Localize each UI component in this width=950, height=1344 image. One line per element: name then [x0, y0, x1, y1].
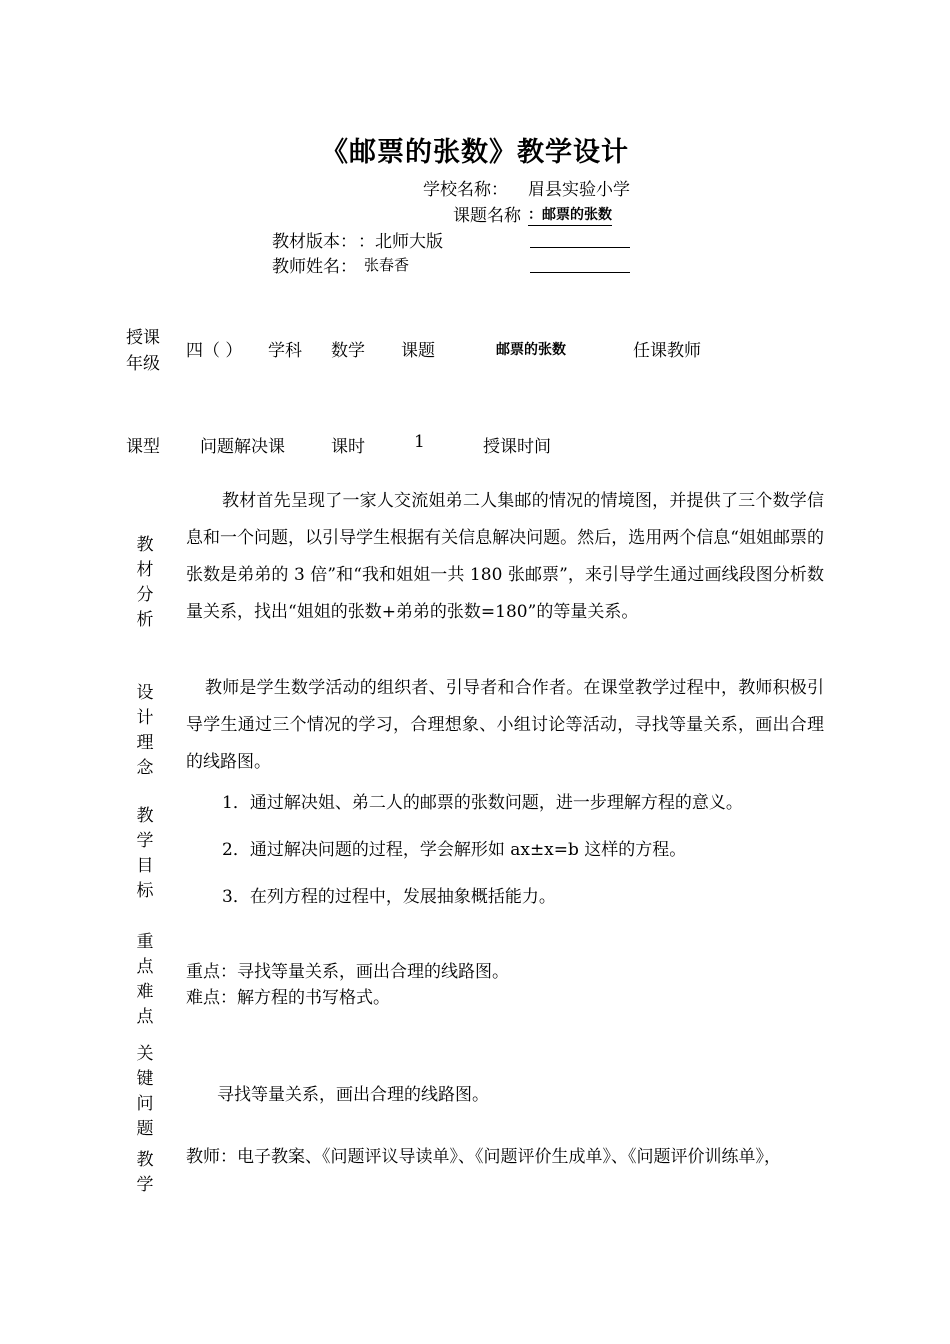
key-question-label: 关 键 问 题 [136, 1044, 154, 1139]
grade-label-2: 年级 [126, 354, 160, 374]
school-label: 学校名称： [423, 180, 508, 200]
hours-value: 1 [414, 432, 425, 452]
teacher-underline [530, 272, 630, 273]
edition-label: 教材版本： [272, 232, 357, 252]
keypoints-label: 重 点 难 点 [136, 932, 154, 1027]
page-title: 《邮票的张数》教学设计 [321, 137, 629, 168]
resources-text: 教师：电子教案、《问题评议导读单》、《问题评价生成单》、《问题评价训练单》， [186, 1147, 781, 1167]
subject-label: 学科 [268, 341, 302, 361]
concept-label: 设 计 理 念 [136, 683, 154, 778]
lesson-label: 课题 [401, 341, 435, 361]
school-value: 眉县实验小学 [528, 180, 630, 200]
teacher-value: 张春香 [364, 256, 410, 274]
type-value: 问题解决课 [200, 437, 285, 457]
topic-value: ：邮票的张数 [528, 204, 612, 226]
type-label: 课型 [126, 437, 160, 457]
subject-value: 数学 [331, 341, 365, 361]
time-label: 授课时间 [483, 437, 551, 457]
grade-label-1: 授课 [126, 328, 160, 348]
goal-item-1: 1．通过解决姐、弟二人的邮票的张数问题，进一步理解方程的意义。 [222, 793, 743, 813]
concept-text: 教师是学生数学活动的组织者、引导者和合作者。在课堂教学过程中，教师积极引导学生通过三个情况的学习，合理想象、小组讨论等活动，寻找等量关系，画出合理的线路图。 [186, 678, 824, 772]
edition-value: ：北师大版 [358, 232, 443, 252]
goal-item-2: 2．通过解决问题的过程，学会解形如 ax±x=b 这样的方程。 [222, 840, 687, 860]
teacher-label: 教师姓名： [272, 257, 357, 277]
teacher-in-charge-label: 任课教师 [633, 341, 701, 361]
lesson-value: 邮票的张数 [496, 342, 566, 358]
grade-value: 四（ ） [186, 341, 243, 361]
goal-item-3: 3．在列方程的过程中，发展抽象概括能力。 [222, 887, 556, 907]
difficulty-text: 难点：解方程的书写格式。 [186, 988, 390, 1008]
edition-underline [530, 247, 630, 248]
key-question-text: 寻找等量关系，画出合理的线路图。 [217, 1085, 489, 1105]
hours-label: 课时 [331, 437, 365, 457]
focus-text: 重点：寻找等量关系，画出合理的线路图。 [186, 962, 509, 982]
resources-label: 教 学 [136, 1150, 154, 1195]
analysis-text: 教材首先呈现了一家人交流姐弟二人集邮的情况的情境图，并提供了三个数学信息和一个问题，以引导学生根据有关信息解决问题。然后，选用两个信息“姐姐邮票的张数是弟弟的 3 倍”和“我和姐姐一共 180 张邮票”，来引导学生通过画线段图分析数量关系，找出“姐姐的张数+弟弟的张数=180”的等量关系。 [186, 491, 824, 622]
topic-label: 课题名称 [453, 206, 521, 226]
analysis-label: 教 材 分 析 [136, 535, 154, 630]
goals-label: 教 学 目 标 [136, 806, 154, 901]
